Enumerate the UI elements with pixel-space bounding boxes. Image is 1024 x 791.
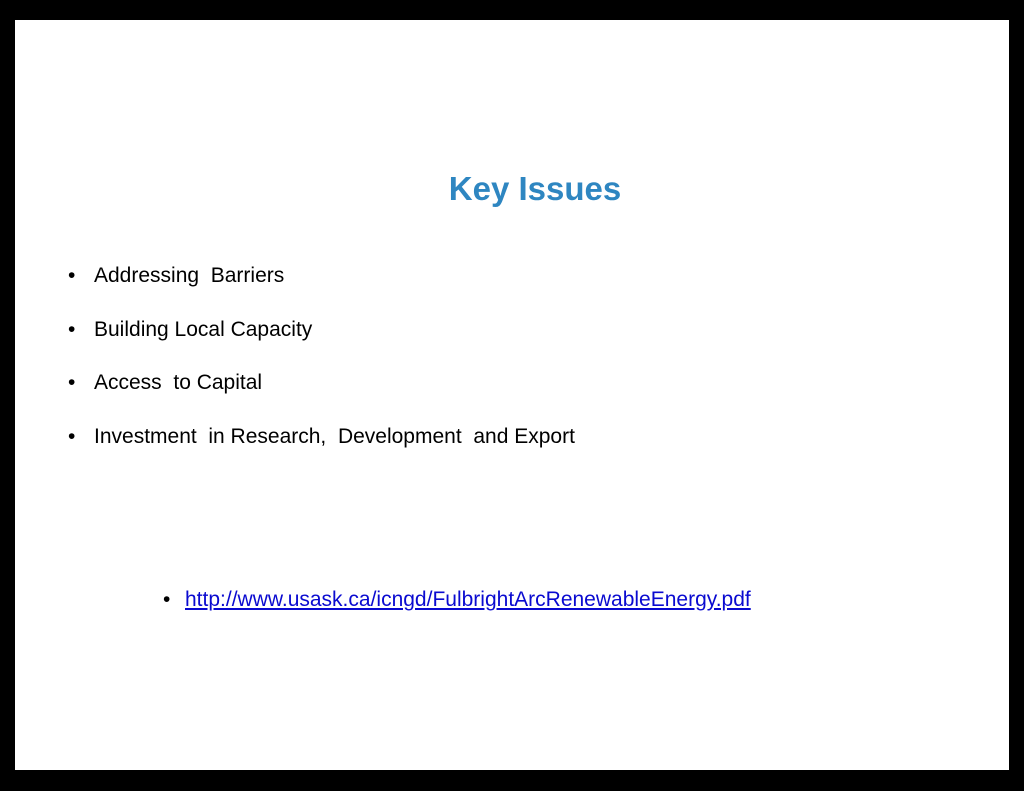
reference-link[interactable]: http://www.usask.ca/icngd/FulbrightArcRenewableEnergy.pdf <box>185 588 751 611</box>
bullet-glyph: • <box>68 371 76 394</box>
bullet-item <box>68 262 575 316</box>
link-bullet <box>163 586 751 616</box>
slide-title: Key Issues <box>448 170 622 207</box>
bullet-item <box>68 316 575 370</box>
slide <box>15 20 1009 770</box>
bullet-glyph: • <box>68 424 76 448</box>
bullet-text: Addressing Barriers <box>94 264 285 287</box>
bullet-item <box>68 423 575 477</box>
bullet-text: Investment in Research, Development and Export <box>94 424 575 448</box>
bullet-glyph: • <box>68 264 76 287</box>
bullet-text: Access to Capital <box>94 371 263 394</box>
bullet-glyph: • <box>163 588 171 611</box>
bullet-text: Building Local Capacity <box>94 317 313 341</box>
bullet-glyph: • <box>68 317 76 341</box>
bullet-item <box>68 369 575 423</box>
bullet-list <box>68 262 575 476</box>
